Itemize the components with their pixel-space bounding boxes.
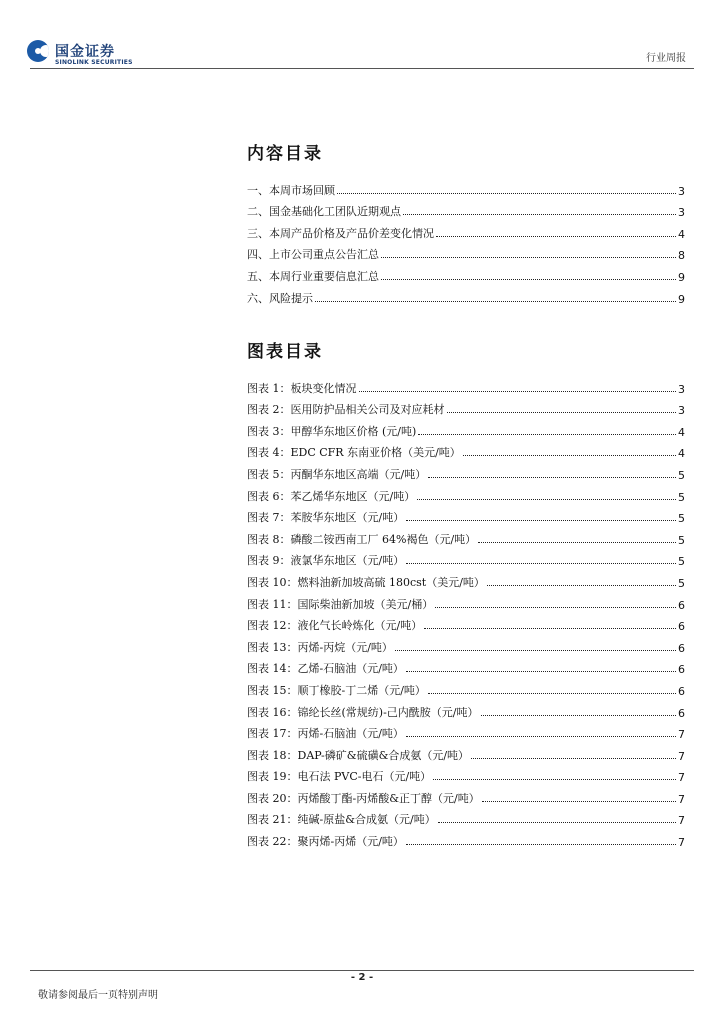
figure-entry[interactable]	[247, 590, 685, 612]
dot-leader	[403, 214, 676, 215]
figure-entry[interactable]	[247, 784, 685, 806]
dot-leader	[487, 585, 676, 586]
dot-leader	[478, 542, 676, 543]
toc-entry-label: 图表 7：苯胺华东地区（元/吨）	[247, 511, 405, 525]
dot-leader	[428, 477, 676, 478]
figure-entry[interactable]	[247, 633, 685, 655]
contents-title: 内容目录	[247, 144, 323, 164]
dot-leader	[482, 801, 676, 802]
toc-entry-label: 图表 18：DAP-磷矿&硫磺&合成氨（元/吨）	[247, 748, 470, 762]
toc-entry-page: 5	[678, 533, 685, 547]
figure-entry[interactable]	[247, 525, 685, 547]
toc-entry-label: 图表 2：医用防护品相关公司及对应耗材	[247, 403, 445, 417]
dot-leader	[381, 279, 676, 280]
toc-entry-page: 3	[678, 404, 685, 418]
contents-entry[interactable]	[247, 262, 685, 284]
dot-leader	[406, 563, 676, 564]
figures-entry-list	[247, 374, 685, 849]
report-type-label: 行业周报	[646, 53, 686, 64]
toc-entry-label: 图表 16：锦纶长丝(常规纺)-己内酰胺（元/吨）	[247, 705, 479, 719]
contents-entry[interactable]	[247, 219, 685, 241]
toc-entry-page: 7	[678, 792, 685, 806]
figure-entry[interactable]	[247, 374, 685, 396]
figures-title: 图表目录	[247, 342, 323, 362]
toc-entry-page: 7	[678, 728, 685, 742]
dot-leader	[417, 499, 676, 500]
dot-leader	[315, 301, 676, 302]
toc-entry-label: 图表 15：顺丁橡胶-丁二烯（元/吨）	[247, 683, 426, 697]
toc-entry-page: 7	[678, 771, 685, 785]
toc-entry-page: 3	[678, 206, 685, 220]
figure-entry[interactable]	[247, 655, 685, 677]
contents-entry[interactable]	[247, 241, 685, 263]
toc-entry-page: 9	[678, 292, 685, 306]
contents-toc	[247, 142, 685, 306]
toc-entry-label: 图表 11：国际柴油新加坡（美元/桶）	[247, 597, 434, 611]
toc-entry-label: 图表 13：丙烯-丙烷（元/吨）	[247, 640, 393, 654]
toc-entry-label: 图表 17：丙烯-石脑油（元/吨）	[247, 727, 404, 741]
figure-entry[interactable]	[247, 763, 685, 785]
figure-entry[interactable]	[247, 806, 685, 828]
figure-entry[interactable]	[247, 720, 685, 742]
toc-entry-page: 7	[678, 814, 685, 828]
figure-entry[interactable]	[247, 827, 685, 849]
toc-entry-page: 6	[678, 684, 685, 698]
toc-entry-page: 6	[678, 641, 685, 655]
dot-leader	[436, 236, 676, 237]
page-number: - 2 -	[350, 972, 374, 983]
figure-entry[interactable]	[247, 396, 685, 418]
toc-entry-label: 图表 4：EDC CFR 东南亚价格（美元/吨）	[247, 446, 461, 460]
toc-entry-label: 图表 22：聚丙烯-丙烯（元/吨）	[247, 835, 404, 849]
dot-leader	[428, 693, 676, 694]
dot-leader	[433, 779, 676, 780]
toc-entry-label: 图表 1：板块变化情况	[247, 381, 357, 395]
toc-entry-page: 4	[678, 447, 685, 461]
logo-chinese-name: 国金证券	[55, 44, 115, 60]
toc-entry-label: 图表 20：丙烯酸丁酯-丙烯酸&正丁醇（元/吨）	[247, 791, 480, 805]
page-header	[0, 0, 724, 80]
toc-entry-page: 9	[678, 270, 685, 284]
toc-entry-page: 6	[678, 598, 685, 612]
contents-entry[interactable]	[247, 284, 685, 306]
toc-entry-page: 7	[678, 836, 685, 850]
toc-entry-page: 5	[678, 555, 685, 569]
toc-entry-label: 图表 6：苯乙烯华东地区（元/吨）	[247, 489, 416, 503]
dot-leader	[337, 193, 676, 194]
figure-entry[interactable]	[247, 504, 685, 526]
dot-leader	[481, 715, 677, 716]
figure-entry[interactable]	[247, 741, 685, 763]
toc-entry-page: 6	[678, 620, 685, 634]
toc-entry-page: 6	[678, 663, 685, 677]
figure-entry[interactable]	[247, 698, 685, 720]
contents-entry[interactable]	[247, 198, 685, 220]
toc-entry-label: 图表 3：甲醇华东地区价格 (元/吨)	[247, 424, 417, 438]
footer-divider	[30, 970, 694, 971]
dot-leader	[395, 650, 676, 651]
toc-entry-label: 一、本周市场回顾	[247, 183, 335, 197]
figure-entry[interactable]	[247, 417, 685, 439]
figure-entry[interactable]	[247, 612, 685, 634]
figure-entry[interactable]	[247, 439, 685, 461]
toc-entry-label: 图表 9：液氯华东地区（元/吨）	[247, 554, 405, 568]
toc-entry-label: 图表 14：乙烯-石脑油（元/吨）	[247, 662, 404, 676]
dot-leader	[406, 671, 676, 672]
dot-leader	[359, 391, 677, 392]
contents-entry[interactable]	[247, 176, 685, 198]
toc-entry-label: 图表 10：燃料油新加坡高硫 180cst（美元/吨）	[247, 575, 485, 589]
figure-entry[interactable]	[247, 460, 685, 482]
dot-leader	[381, 257, 676, 258]
dot-leader	[406, 844, 676, 845]
toc-entry-page: 6	[678, 706, 685, 720]
contents-entry-list	[247, 176, 685, 306]
toc-entry-page: 5	[678, 512, 685, 526]
dot-leader	[463, 455, 676, 456]
toc-entry-label: 图表 8：磷酸二铵西南工厂 64%褐色（元/吨）	[247, 532, 477, 546]
toc-entry-label: 四、上市公司重点公告汇总	[247, 248, 379, 262]
toc-entry-page: 7	[678, 749, 685, 763]
dot-leader	[435, 607, 676, 608]
toc-entry-label: 图表 19：电石法 PVC-电石（元/吨）	[247, 770, 432, 784]
header-divider	[30, 68, 694, 69]
figures-toc	[247, 340, 685, 849]
sinolink-logo-icon	[27, 40, 49, 62]
dot-leader	[438, 822, 676, 823]
toc-entry-label: 五、本周行业重要信息汇总	[247, 269, 379, 283]
dot-leader	[447, 412, 677, 413]
toc-entry-page: 8	[678, 249, 685, 263]
toc-entry-label: 图表 5：丙酮华东地区高端（元/吨）	[247, 467, 427, 481]
toc-entry-page: 4	[678, 227, 685, 241]
toc-entry-label: 三、本周产品价格及产品价差变化情况	[247, 226, 434, 240]
logo-english-name: SINOLINK SECURITIES	[55, 59, 133, 66]
dot-leader	[406, 520, 676, 521]
toc-entry-label: 六、风险提示	[247, 291, 313, 305]
dot-leader	[406, 736, 676, 737]
toc-entry-page: 5	[678, 576, 685, 590]
figure-entry[interactable]	[247, 568, 685, 590]
dot-leader	[424, 628, 676, 629]
toc-entry-label: 图表 21：纯碱-原盐&合成氨（元/吨）	[247, 813, 436, 827]
toc-entry-label: 图表 12：液化气长岭炼化（元/吨）	[247, 619, 423, 633]
figure-entry[interactable]	[247, 676, 685, 698]
toc-entry-page: 3	[678, 184, 685, 198]
toc-entry-label: 二、国金基础化工团队近期观点	[247, 205, 401, 219]
toc-entry-page: 3	[678, 382, 685, 396]
dot-leader	[418, 434, 676, 435]
toc-entry-page: 4	[678, 425, 685, 439]
toc-entry-page: 5	[678, 490, 685, 504]
disclaimer-note: 敬请参阅最后一页特别声明	[38, 990, 158, 1001]
figure-entry[interactable]	[247, 482, 685, 504]
toc-entry-page: 5	[678, 468, 685, 482]
figure-entry[interactable]	[247, 547, 685, 569]
dot-leader	[471, 758, 676, 759]
